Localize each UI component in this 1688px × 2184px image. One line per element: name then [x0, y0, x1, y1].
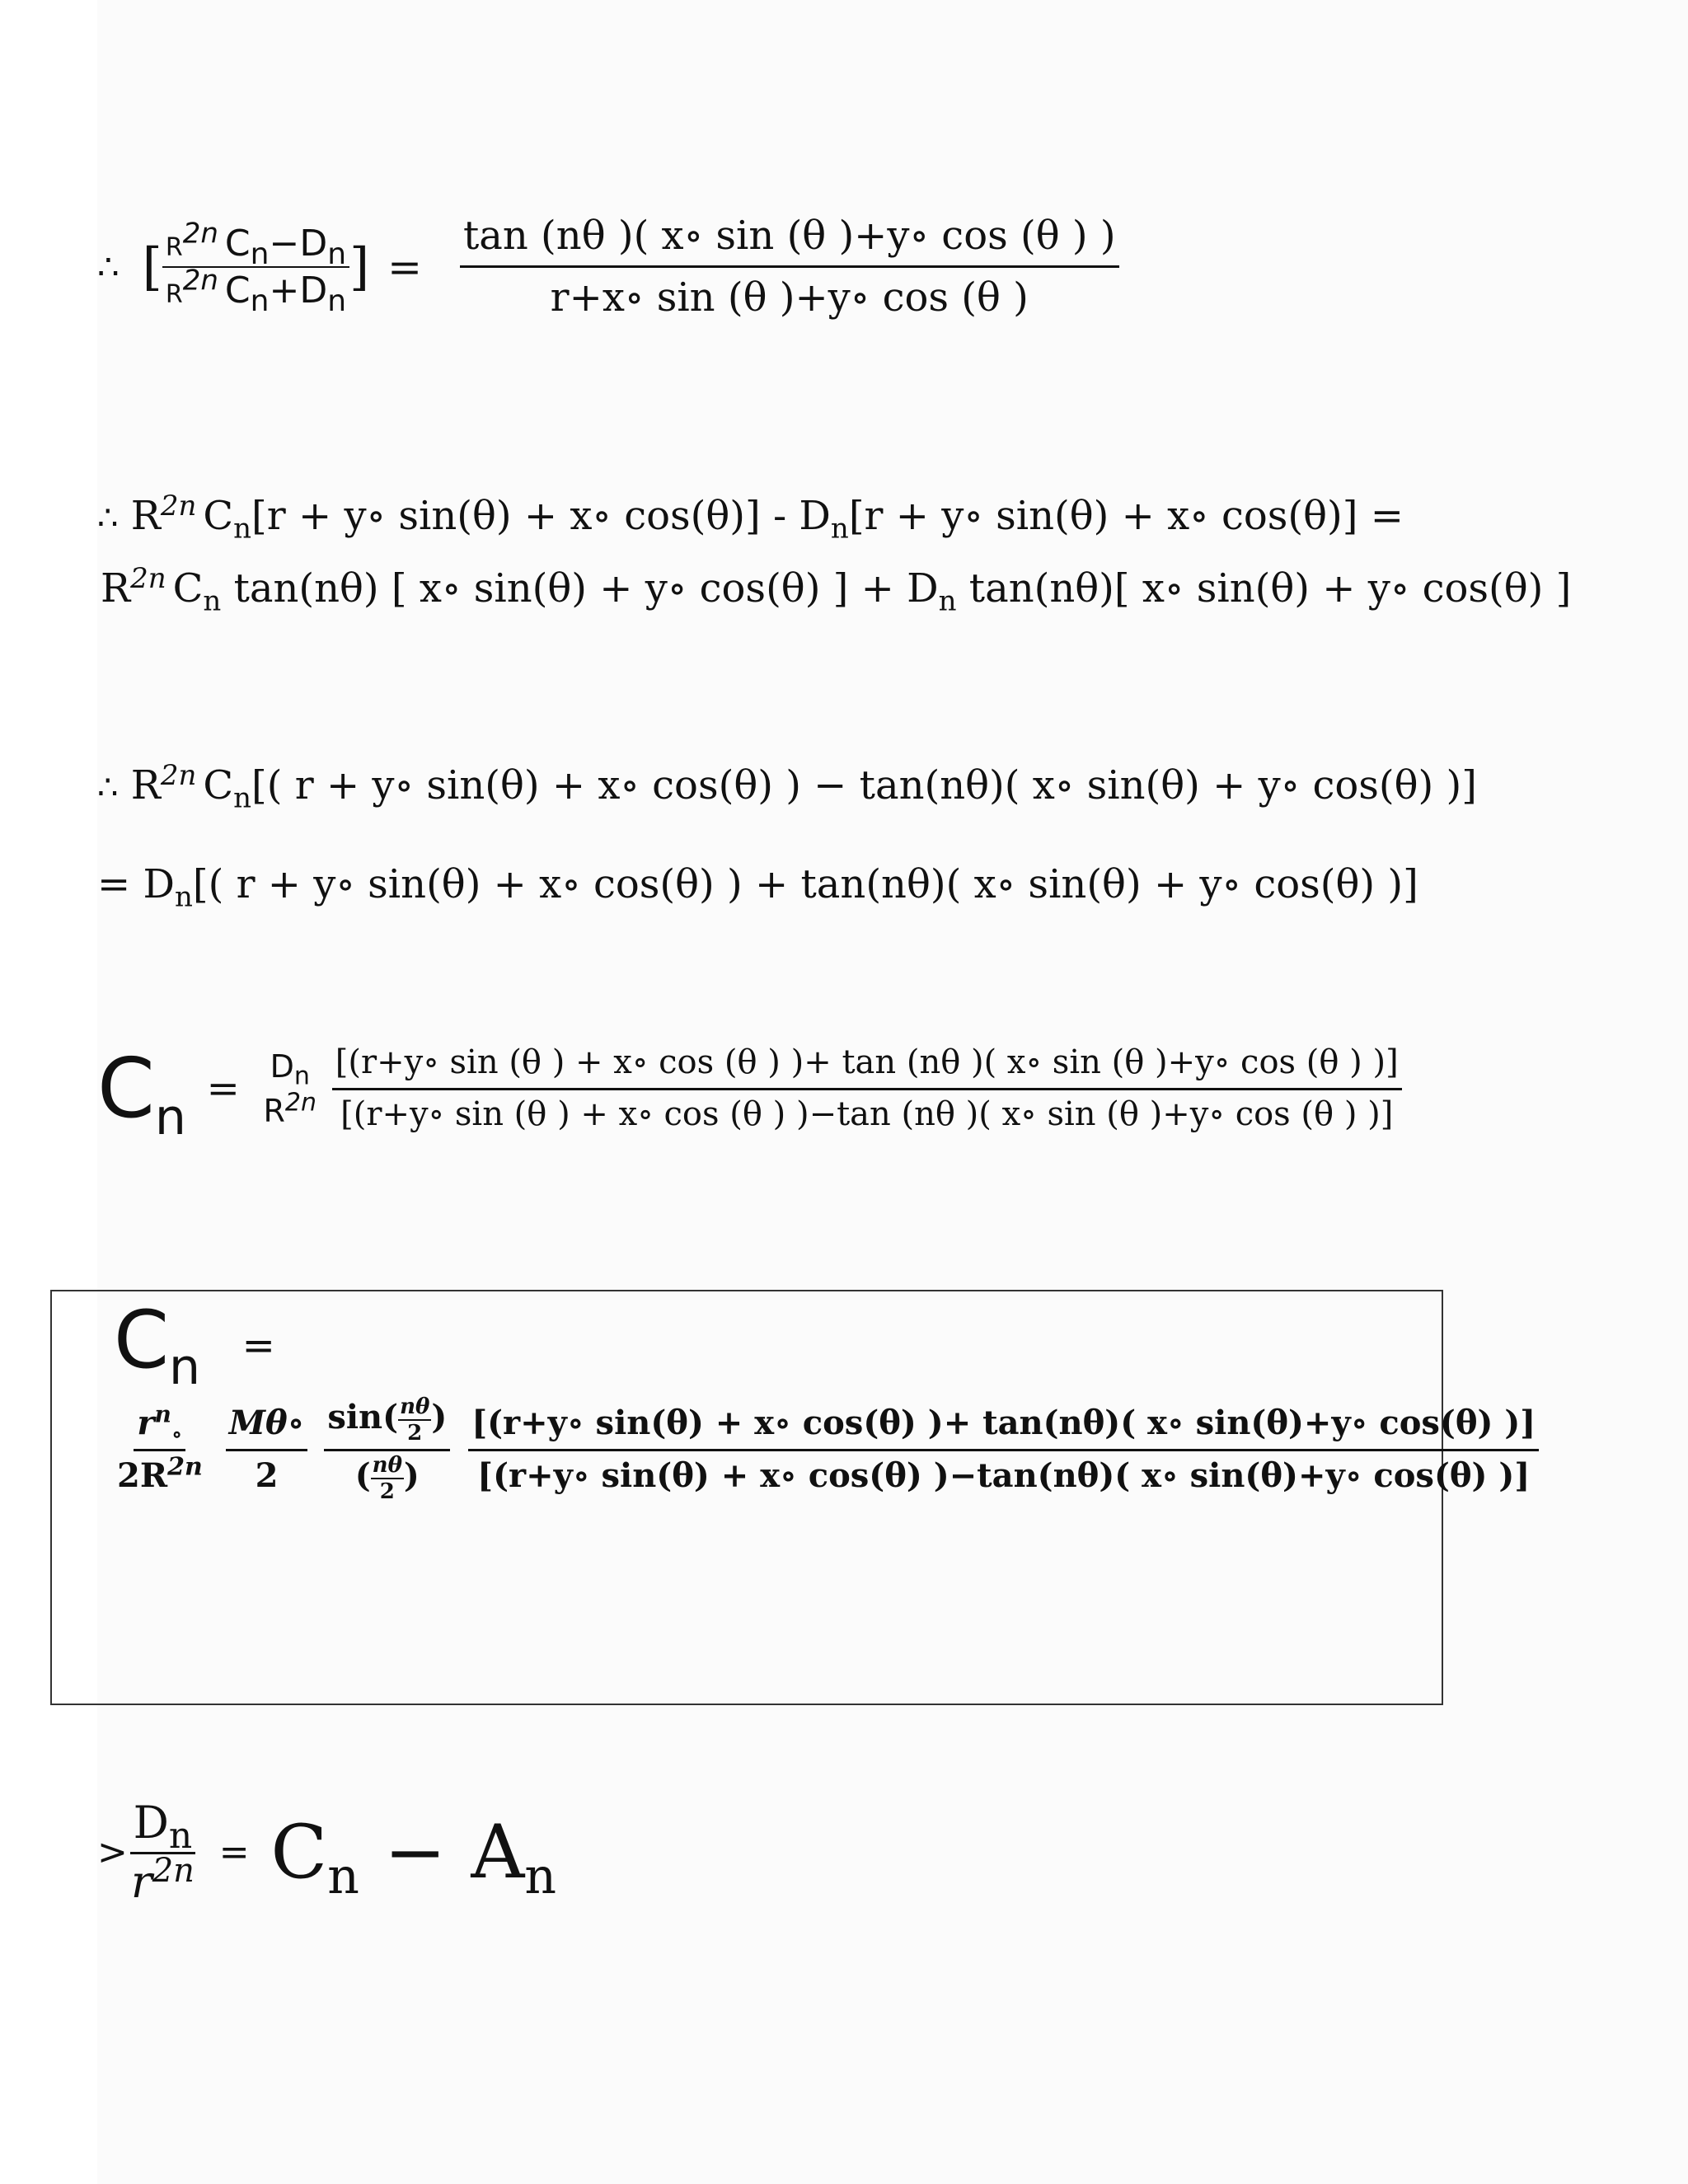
lhs-denominator: $R^{2n}$ $C_n+D_n$	[165, 263, 347, 318]
cn-symbol: $C_n$	[97, 1040, 186, 1146]
equation-3-line-1: ∴ $R^{2n}$ $C_n$[( r + y∘ sin(θ) + x∘ cos(θ) ) − tan(nθ)( x∘ sin(θ) + y∘ cos(θ) )]	[97, 759, 1477, 815]
boxed-fraction-4	[468, 1404, 1539, 1495]
equation-3	[97, 759, 1663, 927]
rhs-numerator: tan (nθ )( x∘ sin (θ )+y∘ cos (θ ) )	[460, 213, 1119, 268]
boxed-fraction-3: sin( $\frac{n\theta}{2}$ ) ( $\frac{n\theta}{2}$ )	[324, 1394, 450, 1504]
boxed-equation	[114, 1394, 1539, 1504]
equation-4-numerator: [(r+y∘ sin (θ ) + x∘ cos (θ ) )+ tan (nθ )( x∘ sin (θ )+y∘ cos (θ ) )]	[332, 1043, 1402, 1090]
equation-4-fraction	[332, 1043, 1402, 1133]
boxed-fraction-2: $\frac{M\theta\circ}{2}$	[226, 1404, 308, 1495]
equation-2	[97, 490, 1663, 633]
boxed-denominator: [(r+y∘ sin(θ) + x∘ cos(θ) )−tan(nθ)( x∘ sin(θ)+y∘ cos(θ) )]	[477, 1456, 1531, 1495]
equation-4: $C_n$ = $D_n$ $R^{2n}$ [(r+y∘ sin (θ ) + x∘ cos (θ ) )+ tan (nθ )( x∘ sin (θ )+y∘ cos (θ ) )] [(r+y∘ sin (θ ) + x∘ cos (θ ) )−tan (nθ )( x∘ sin (θ )+y∘ cos (θ ) )]	[97, 1040, 1402, 1137]
equation-2-line-1: ∴ $R^{2n}$ $C_n[r$ + y∘ sin(θ) + x∘ $\cos(\theta)] - D_n[r$ + y∘ sin(θ) + x∘ cos(θ)] =	[97, 490, 1404, 546]
rhs-denominator: r+x∘ sin (θ )+y∘ cos (θ )	[550, 274, 1029, 321]
therefore-symbol: ∴	[97, 769, 119, 807]
boxed-numerator: [(r+y∘ sin(θ) + x∘ cos(θ) )+ tan(nθ)( x∘ sin(θ)+y∘ cos(θ) )]	[468, 1404, 1539, 1451]
boxed-cn-label: $C_n$ =	[114, 1294, 275, 1397]
rhs-fraction	[460, 213, 1119, 321]
dn-over-r2n-final: $\frac{D_n}{r^{2n}}$	[130, 1797, 195, 1908]
equation-1: ∴ [ $\frac{R^{2n} C_n-D_n}{R^{2n} C_n+D_n}$ ] = $\frac{\tan (n\theta )( x\circ \sin (\theta )+y\circ \cos (\theta ) )}{r+x\circ \sin (\theta )+y\circ \cos (\theta )}$	[97, 213, 1119, 321]
dn-over-r2n: $D_n$ $R^{2n}$	[263, 1047, 317, 1129]
lhs-fraction	[162, 216, 349, 318]
therefore-symbol: ∴	[97, 246, 120, 287]
equation-2-line-2: $R^{2n}$ $C_n$ tan(nθ) [ x∘ sin(θ) + y∘ cos(θ) ] + $D_n$ tan(nθ)[ x∘ sin(θ) + y∘ cos(θ) ]	[101, 562, 1572, 618]
final-equation: > $\frac{D_n}{r^{2n}}$ = $C_n - A_n$	[97, 1797, 557, 1908]
boxed-fraction-1: $\frac{r^n_\circ}{2R^{2n}}$	[117, 1400, 203, 1495]
equation-4-denominator: [(r+y∘ sin (θ ) + x∘ cos (θ ) )−tan (nθ )( x∘ sin (θ )+y∘ cos (θ ) )]	[340, 1095, 1394, 1133]
equation-3-line-2: = $D_n$[( r + y∘ sin(θ) + x∘ cos(θ) ) + tan(nθ)( x∘ sin(θ) + y∘ cos(θ) )]	[97, 861, 1418, 914]
therefore-symbol: ∴	[97, 499, 119, 537]
lhs-numerator: $R^{2n}$ $C_n-D_n$	[162, 223, 349, 268]
cn-minus-an: $C_n - A_n$	[270, 1809, 557, 1905]
